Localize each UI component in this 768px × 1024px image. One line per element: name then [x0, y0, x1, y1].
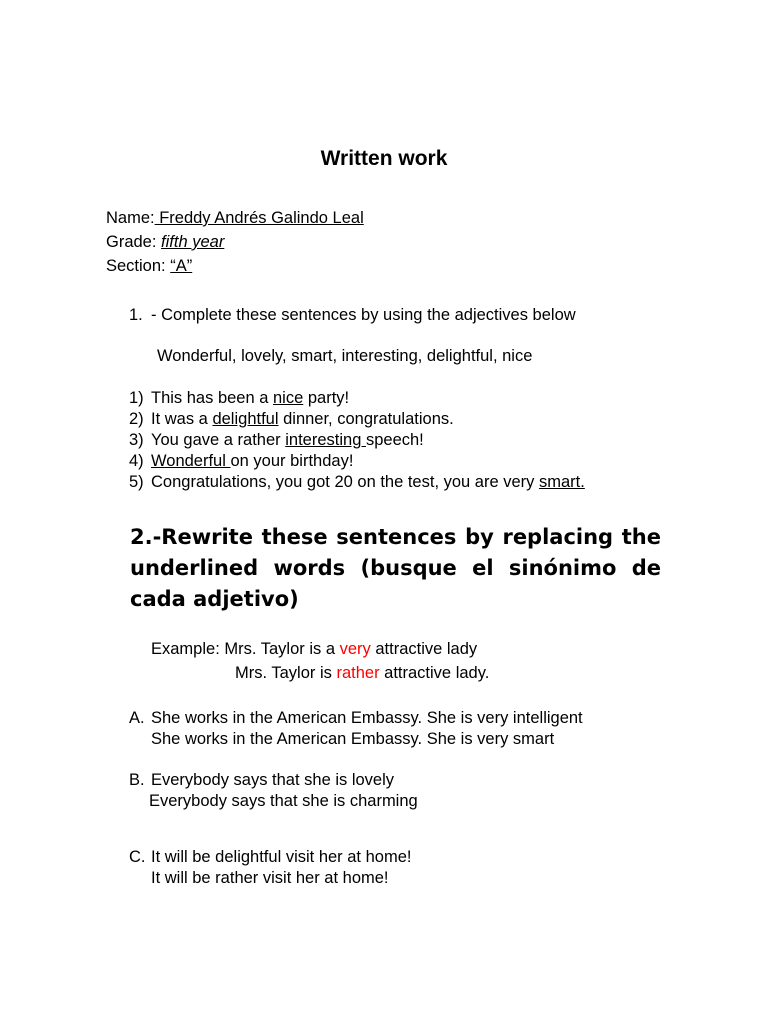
example-text: Example: Mrs. Taylor is a	[151, 640, 340, 658]
exercise2-item-original	[129, 770, 394, 790]
exercise1-item	[129, 409, 454, 429]
item-answer: smart.	[538, 473, 585, 491]
section-value: “A”	[170, 257, 193, 275]
exercise2-item-original	[129, 708, 583, 728]
grade-value: fifth year	[161, 233, 225, 251]
item-text-after: dinner, congratulations.	[278, 410, 454, 428]
item-original-text: Everybody says that she is lovely	[151, 771, 395, 789]
grade-label: Grade:	[106, 233, 162, 251]
item-number: 4)	[129, 452, 144, 470]
exercise1-number: 1.	[129, 306, 143, 324]
example-highlight: rather	[336, 664, 380, 682]
example-line-2	[235, 663, 489, 683]
item-letter: A.	[129, 709, 145, 727]
item-number: 2)	[129, 410, 144, 428]
item-answer: Wonderful	[151, 452, 231, 470]
example-text: attractive lady.	[379, 664, 490, 682]
item-text-after: speech!	[365, 431, 424, 449]
name-value: Freddy Andrés Galindo Leal	[154, 209, 364, 227]
item-number: 1)	[129, 389, 144, 407]
exercise1-instruction	[129, 305, 576, 325]
page-title: Written work	[320, 147, 448, 170]
exercise1-instruction-text: - Complete these sentences by using the adjectives below	[151, 306, 576, 324]
item-text-before: You gave a rather	[151, 431, 286, 449]
student-grade-line	[106, 232, 224, 252]
item-original-text: It will be delightful visit her at home!	[151, 848, 412, 866]
example-text: attractive lady	[370, 640, 478, 658]
section-label: Section:	[106, 257, 171, 275]
exercise2-item-rewritten: Everybody says that she is charming	[149, 792, 418, 810]
item-text-after: party!	[303, 389, 350, 407]
example-text: Mrs. Taylor is	[235, 664, 337, 682]
item-answer: interesting	[285, 431, 366, 449]
word-bank: Wonderful, lovely, smart, interesting, delightful, nice	[157, 347, 533, 365]
exercise1-item	[129, 472, 585, 492]
item-text-after: on your birthday!	[230, 452, 354, 470]
item-number: 5)	[129, 473, 144, 491]
item-answer: delightful	[212, 410, 279, 428]
example-line-1	[151, 639, 477, 659]
item-text-before: It was a	[151, 410, 213, 428]
item-number: 3)	[129, 431, 144, 449]
exercise2-item-original	[129, 847, 411, 867]
item-text-before: Congratulations, you got 20 on the test, you are very	[151, 473, 539, 491]
exercise1-item	[129, 451, 353, 471]
item-answer: nice	[273, 389, 304, 407]
exercise2-heading: 2.-Rewrite these sentences by replacing the underlined words (busque el sinónimo de cada adjetivo)	[130, 525, 661, 611]
name-label: Name:	[106, 209, 155, 227]
example-highlight: very	[339, 640, 371, 658]
exercise2-item-rewritten: She works in the American Embassy. She is very smart	[151, 730, 555, 748]
item-letter: C.	[129, 848, 146, 866]
student-section-line	[106, 256, 192, 276]
item-letter: B.	[129, 771, 145, 789]
item-text-before: This has been a	[151, 389, 273, 407]
exercise2-item-rewritten: It will be rather visit her at home!	[151, 869, 389, 887]
item-original-text: She works in the American Embassy. She is very intelligent	[151, 709, 583, 727]
student-name-line	[106, 208, 364, 228]
exercise1-item	[129, 430, 424, 450]
exercise1-item	[129, 388, 349, 408]
